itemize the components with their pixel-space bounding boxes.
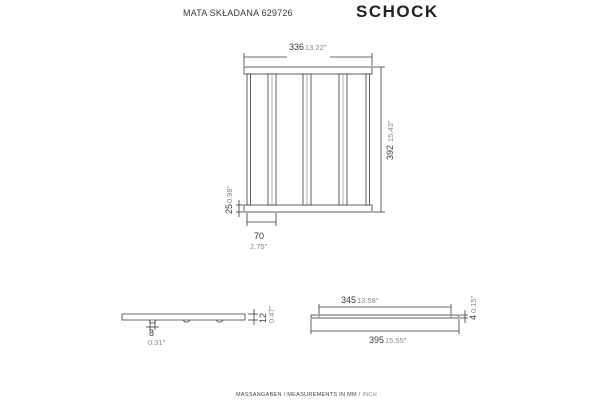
dimension-side-gap-mm: 8	[149, 328, 155, 338]
dimension-rail-height-inch: 0.98"	[225, 185, 234, 203]
dimension-end-thickness-inch: 0.15"	[469, 295, 478, 313]
dimension-inner-length-mm: 345	[341, 295, 357, 305]
dimension-rail-height	[224, 185, 243, 217]
dimension-inner-length-inch: 13.58"	[357, 296, 379, 305]
brand-logo: SCHOCK	[356, 2, 439, 21]
dimension-height	[373, 67, 395, 212]
dimension-rail-height-mm: 25	[224, 203, 234, 214]
dimension-side-gap	[146, 322, 166, 347]
product-title: MATA SKŁADANA 629726	[183, 8, 293, 18]
dimension-height-mm: 392	[385, 144, 395, 160]
measurements-note	[236, 392, 377, 398]
dimension-top-width-inch: 13.22"	[305, 43, 327, 52]
dimension-top-width	[244, 42, 372, 66]
dimension-end-thickness	[460, 295, 478, 323]
mat-side-view	[122, 314, 245, 323]
dimension-overall-length-mm: 395	[369, 335, 385, 345]
dimension-end-thickness-mm: 4	[468, 314, 478, 320]
dimension-overall-length	[311, 319, 459, 345]
inch-label: INCH	[362, 392, 377, 398]
dimension-inner-length	[319, 295, 451, 314]
mat-end-view	[311, 315, 459, 318]
mat-top-view	[244, 67, 372, 212]
dimension-side-gap-inch: 0.31"	[148, 338, 166, 347]
dimension-overall-length-inch: 15.55"	[385, 336, 407, 345]
dimension-height-inch: 15.43"	[386, 120, 395, 142]
dimension-slat-pitch-inch: 2.75"	[250, 242, 268, 251]
dimension-side-thickness-inch: 0.47"	[267, 305, 276, 323]
dimension-top-width-mm: 336	[289, 42, 305, 52]
dimension-slat-pitch	[247, 213, 276, 251]
dimension-side-thickness-mm: 12	[258, 312, 268, 323]
measurements-label: MASSANGABEN / MEASUREMENTS IN MM /	[236, 392, 361, 398]
dimension-side-thickness	[248, 305, 276, 325]
dimension-slat-pitch-mm: 70	[254, 231, 265, 241]
